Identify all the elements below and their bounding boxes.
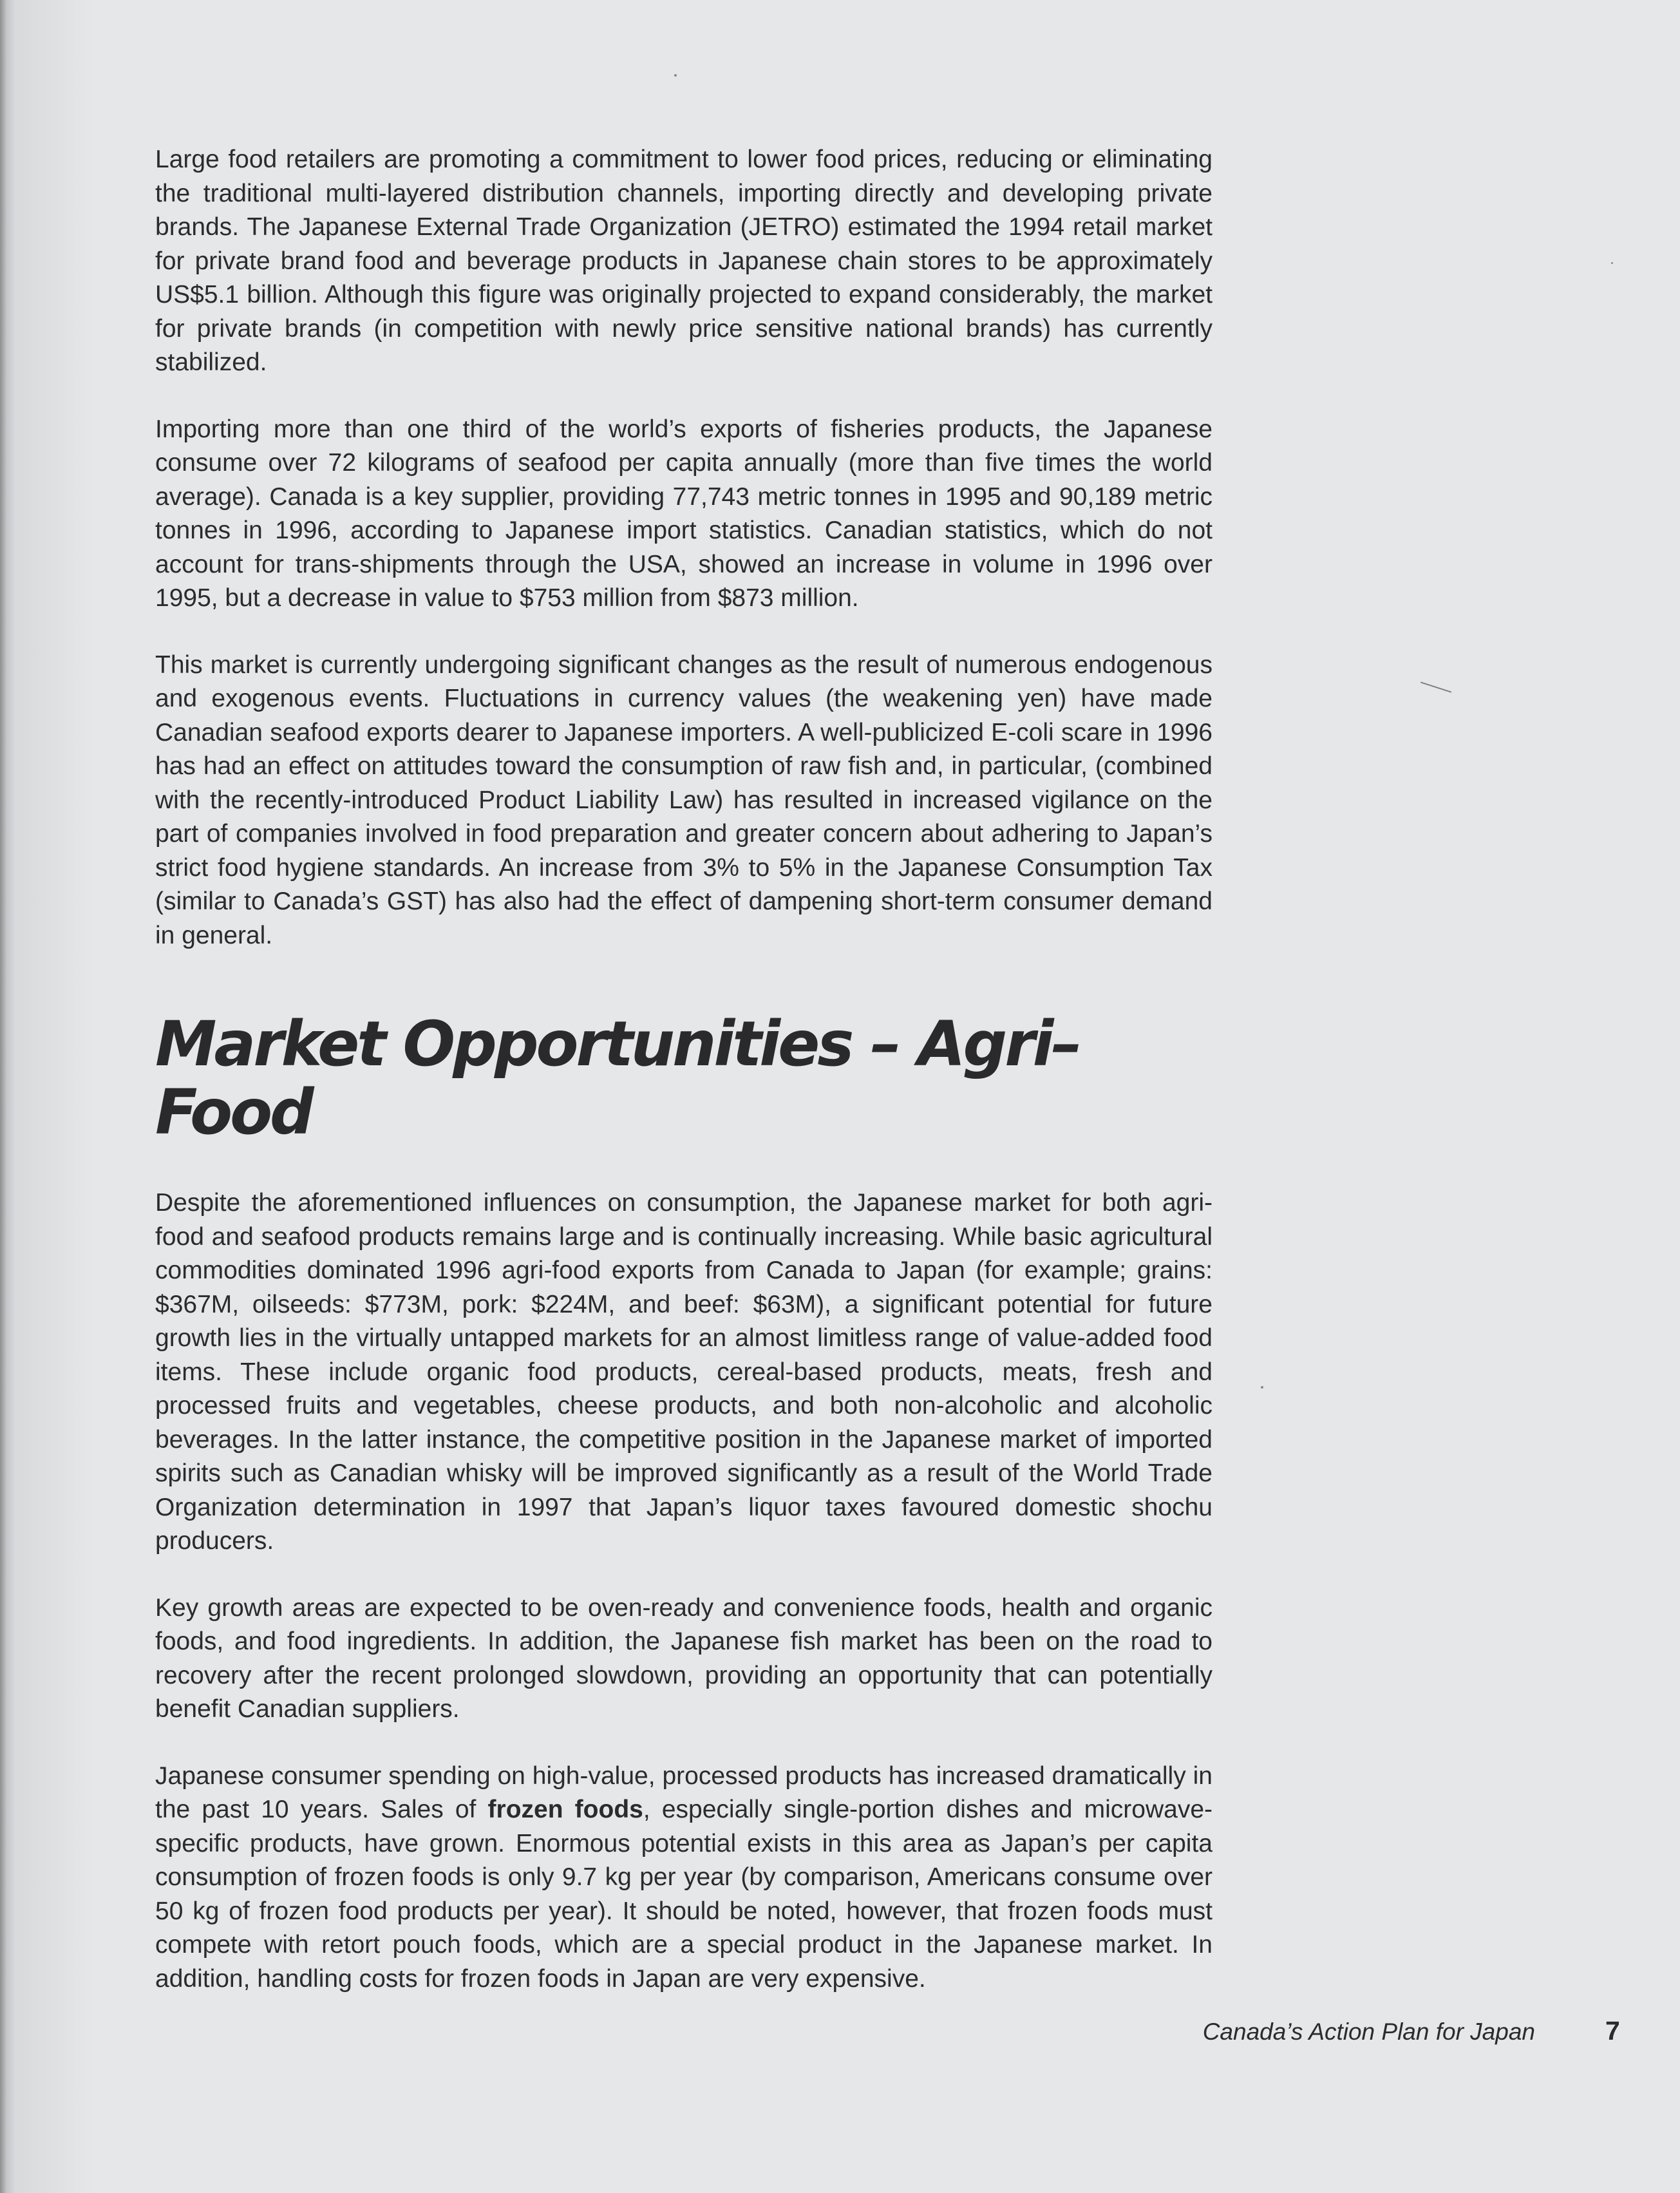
- paragraph-agri-food-exports: Despite the aforementioned influences on consumption, the Japanese market for both agri-food and seafood products remains large and is continually increasing. While basic agricultural commodities dominated 1996 agri-food exports from Canada to Japan (for example; grains: $367M, oilseeds: $773M, pork: $224M, and beef: $63M), a significant potential for future growth lies in the virtually untapped markets for an almost limitless range of value-added food items. These include organic food products, cereal-based products, meats, fresh and processed fruits and vegetables, cheese products, and both non-alcoholic and alcoholic beverages. In the latter instance, the competitive position in the Japanese market of imported spirits such as Canadian whisky will be improved significantly as a result of the World Trade Organization determination in 1997 that Japan’s liquor taxes favoured domestic shochu producers.: [155, 1189, 1213, 1555]
- paragraph-market-changes: This market is currently undergoing significant changes as the result of numerous endogenous and exogenous events. Fluctuations in currency values (the weakening yen) have made Canadian seafood exports dearer to Japanese importers. A well-publicized E-coli scare in 1996 has had an effect on attitudes toward the consumption of raw fish and, in particular, (combined with the recently-introduced Product Liability Law) has resulted in increased vigilance on the part of companies involved in food preparation and greater concern about adhering to Japan’s strict food hygiene standards. An increase from 3% to 5% in the Japanese Consumption Tax (similar to Canada’s GST) has also had the effect of dampening short-term consumer demand in general.: [155, 650, 1213, 949]
- frozen-foods-text-after: , especially single-portion dishes and microwave-specific products, have grown. Enormous potential exists in this area as Japan’s per capita consumption of frozen foods is only 9.7 kg per year (by comparison, Americans consume over 50 kg of frozen food products per year). It should be noted, however, that frozen foods must compete with retort pouch foods, which are a special product in the Japanese market. In addition, handling costs for frozen foods in Japan are very expensive.: [155, 1796, 1213, 1993]
- document-body: [155, 143, 1213, 1996]
- paragraph-growth-areas: Key growth areas are expected to be oven-ready and convenience foods, health and organic foods, and food ingredients. In addition, the Japanese fish market has been on the road to recovery after the recent prolonged slowdown, providing an opportunity that can potentially benefit Canadian suppliers.: [155, 1593, 1213, 1723]
- page-number: 7: [1605, 2016, 1620, 2046]
- section-heading: Market Opportunities – Agri–Food: [155, 1008, 1080, 1148]
- scan-scratch: [1420, 681, 1451, 692]
- scan-speck: [674, 74, 677, 77]
- footer-title: Canada’s Action Plan for Japan: [1202, 2018, 1535, 2045]
- scan-speck: [1261, 1386, 1263, 1389]
- scan-speck: [1611, 262, 1613, 264]
- paragraph-frozen-foods: [155, 1760, 1213, 1997]
- paragraph-private-brands: Large food retailers are promoting a commitment to lower food prices, reducing or eliminating the traditional multi-layered distribution channels, importing directly and developing private brands. The Japanese External Trade Organization (JETRO) estimated the 1994 retail market for private brand food and beverage products in Japanese chain stores to be approximately US$5.1 billion. Although this figure was originally projected to expand considerably, the market for private brands (in competition with newly price sensitive national brands) has currently stabilized.: [155, 146, 1213, 376]
- frozen-foods-text-before: Japanese consumer spending on high-value, processed products has increased dramatically in the past 10 years. Sales of: [155, 1761, 1213, 1824]
- paragraph-seafood-imports: Importing more than one third of the world’s exports of fisheries products, the Japanese consume over 72 kilograms of seafood per capita annually (more than five times the world average). Canada is a key supplier, providing 77,743 metric tonnes in 1995 and 90,189 metric tonnes in 1996, according to Japanese import statistics. Canadian statistics, which do not account for trans-shipments through the USA, showed an increase in volume in 1996 over 1995, but a decrease in value to $753 million from $873 million.: [155, 415, 1213, 612]
- frozen-foods-emphasis: frozen foods: [487, 1796, 643, 1824]
- page-shadow: [17, 0, 94, 2193]
- binding-edge: [0, 0, 17, 2193]
